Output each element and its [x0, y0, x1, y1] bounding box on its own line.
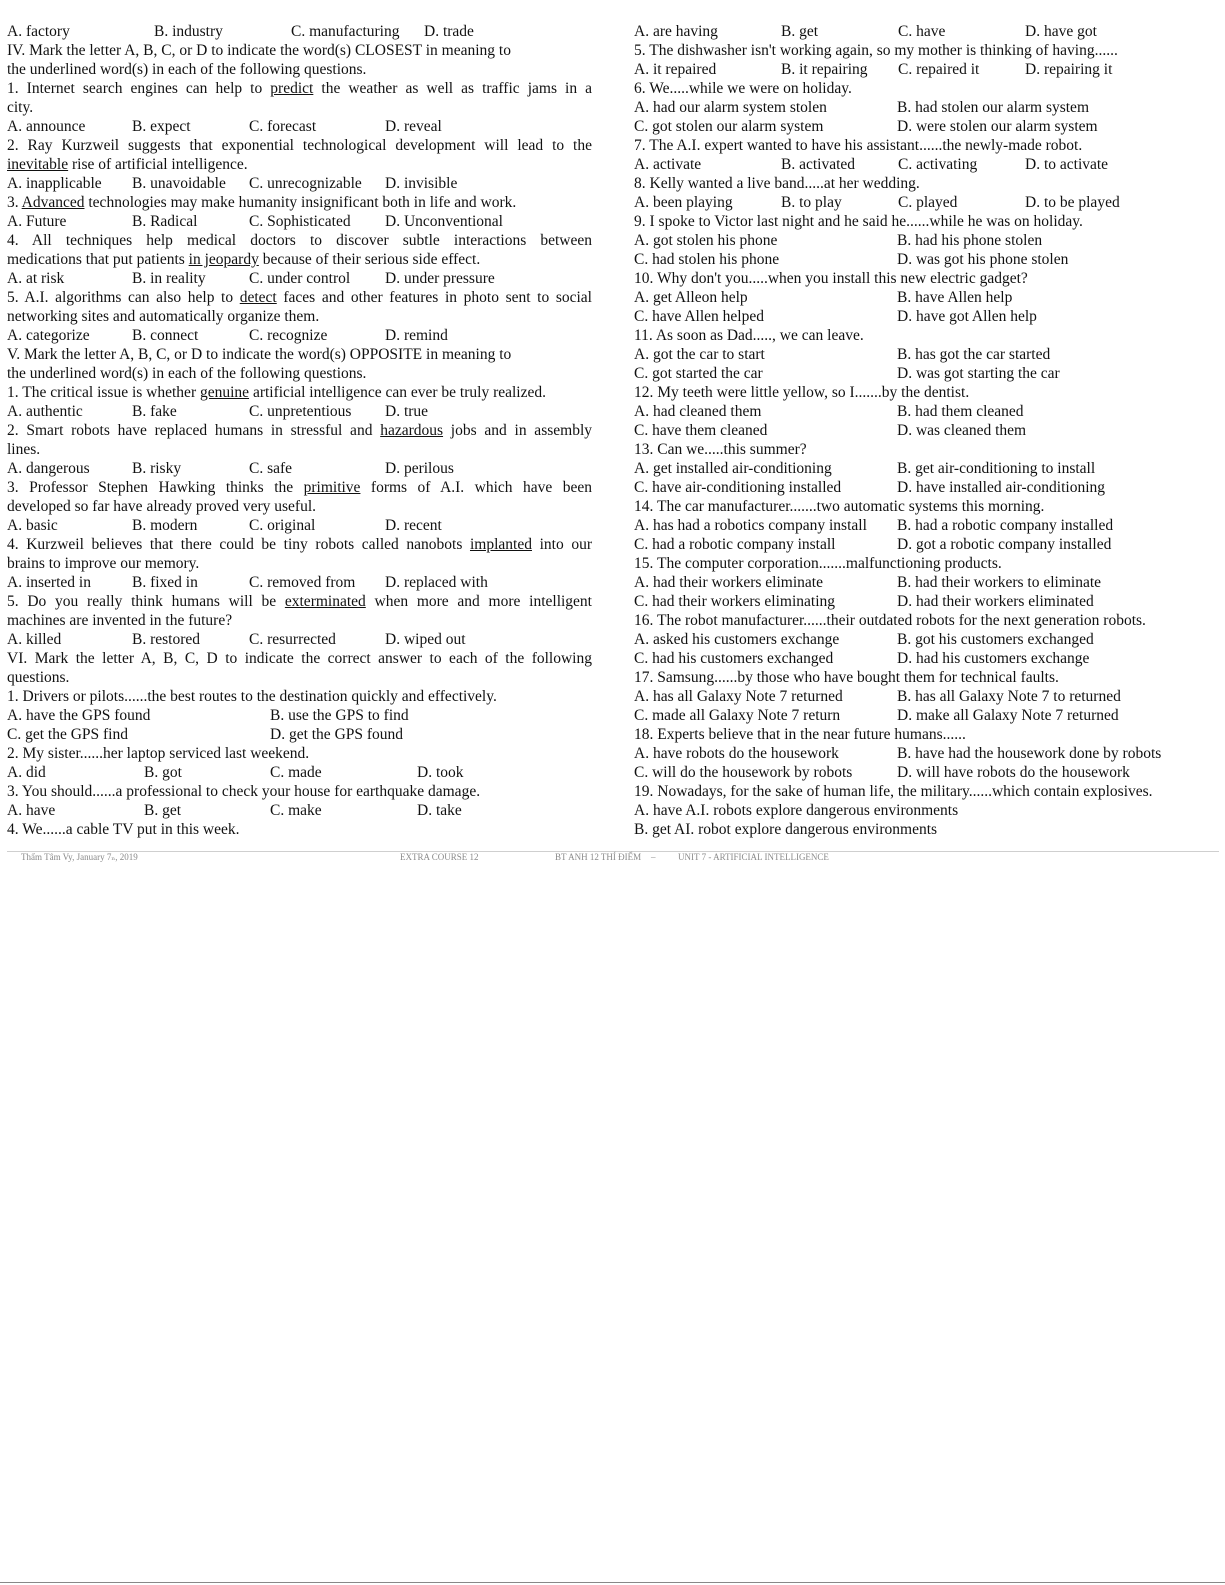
- answer-option: D. trade: [424, 23, 474, 40]
- footer-text: Thẩm Tâm Vy, January 7ₙ, 2019: [21, 852, 138, 862]
- line-text-after: into our: [531, 536, 592, 553]
- line-text: B. get AI. robot explore dangerous environments: [634, 821, 938, 838]
- answer-option: B. has all Galaxy Note 7 to returned: [897, 688, 1121, 705]
- answer-option: B. have had the housework done by robots: [897, 745, 1162, 762]
- footer-text: –: [651, 852, 656, 862]
- answer-option: C. make: [270, 802, 322, 819]
- answer-option: B. had his phone stolen: [897, 232, 1043, 249]
- answer-option: A. authentic: [7, 403, 83, 420]
- line-text: the underlined word(s) in each of the following questions.: [7, 61, 367, 78]
- text-line: [634, 212, 1219, 231]
- footer-text: BT ANH 12 THÍ ĐIỂM: [555, 852, 642, 862]
- line-text: 8. Kelly wanted a live band.....at her wedding.: [634, 175, 920, 192]
- line-text: 5. A.I. algorithms can also help to: [7, 289, 240, 306]
- answer-option: D. got a robotic company installed: [897, 536, 1112, 553]
- text-line: [7, 782, 592, 801]
- answer-option: B. risky: [132, 460, 182, 477]
- answer-option: B. use the GPS to find: [270, 707, 409, 724]
- answer-option: D. have got Allen help: [897, 308, 1037, 325]
- answer-option: C. had a robotic company install: [634, 536, 836, 553]
- line-text: 15. The computer corporation.......malfunctioning products.: [634, 555, 1002, 572]
- line-text: 3. You should......a professional to check your house for earthquake damage.: [7, 783, 481, 800]
- line-text: 4. All techniques help medical doctors to discover subtle interactions between: [7, 232, 592, 249]
- answer-options: [7, 22, 592, 41]
- answer-option: A. at risk: [7, 270, 65, 287]
- answer-option: B. get air-conditioning to install: [897, 460, 1096, 477]
- answer-option: B. in reality: [132, 270, 206, 287]
- answer-options: [634, 307, 1219, 326]
- text-line: [634, 136, 1219, 155]
- text-line: [634, 554, 1219, 573]
- text-line: [7, 41, 592, 60]
- answer-option: A. are having: [634, 23, 718, 40]
- answer-option: A. did: [7, 764, 46, 781]
- answer-option: B. it repairing: [781, 61, 868, 78]
- answer-option: C. resurrected: [249, 631, 336, 648]
- answer-option: C. manufacturing: [291, 23, 400, 40]
- answer-options: [7, 212, 592, 231]
- line-text: 5. The dishwasher isn't working again, so my mother is thinking of having......: [634, 42, 1118, 59]
- answer-option: A. have robots do the housework: [634, 745, 839, 762]
- answer-option: B. connect: [132, 327, 199, 344]
- line-text: 2. My sister......her laptop serviced last weekend.: [7, 745, 310, 762]
- text-line: [7, 554, 592, 573]
- line-text: networking sites and automatically organize them.: [7, 308, 320, 325]
- underlined-word: primitive: [303, 479, 361, 496]
- answer-option: B. had a robotic company installed: [897, 517, 1114, 534]
- line-text: the underlined word(s) in each of the following questions.: [7, 365, 367, 382]
- answer-options: [7, 706, 592, 725]
- answer-option: A. have the GPS found: [7, 707, 151, 724]
- text-line: [7, 307, 592, 326]
- answer-option: A. asked his customers exchange: [634, 631, 840, 648]
- answer-option: C. made: [270, 764, 322, 781]
- answer-option: C. repaired it: [898, 61, 980, 78]
- answer-option: C. got stolen our alarm system: [634, 118, 824, 135]
- text-line: [634, 174, 1219, 193]
- line-text: 10. Why don't you.....when you install this new electric gadget?: [634, 270, 1028, 287]
- answer-options: [634, 231, 1219, 250]
- answer-option: C. under control: [249, 270, 351, 287]
- text-line: [7, 649, 592, 668]
- answer-option: A. had their workers eliminate: [634, 574, 823, 591]
- answer-option: B. unavoidable: [132, 175, 226, 192]
- answer-option: B. has got the car started: [897, 346, 1051, 363]
- answer-option: B. modern: [132, 517, 198, 534]
- answer-option: B. fake: [132, 403, 177, 420]
- answer-option: A. got stolen his phone: [634, 232, 778, 249]
- answer-options: [7, 630, 592, 649]
- underlined-word: in jeopardy: [188, 251, 259, 268]
- answer-options: [634, 535, 1219, 554]
- underlined-word: detect: [239, 289, 277, 306]
- line-text: questions.: [7, 669, 70, 686]
- line-text: machines are invented in the future?: [7, 612, 233, 629]
- left-column: [7, 22, 592, 839]
- answer-options: [7, 117, 592, 136]
- text-line: [634, 668, 1219, 687]
- answer-option: A. has had a robotics company install: [634, 517, 867, 534]
- answer-options: [634, 630, 1219, 649]
- line-text: 3.: [7, 194, 22, 211]
- answer-option: D. was cleaned them: [897, 422, 1027, 439]
- line-text: A. have A.I. robots explore dangerous environments: [634, 802, 959, 819]
- text-line: [634, 820, 1219, 839]
- answer-option: A. killed: [7, 631, 62, 648]
- answer-options: [634, 478, 1219, 497]
- answer-options: [634, 193, 1219, 212]
- line-text: 9. I spoke to Victor last night and he said he......while he was on holiday.: [634, 213, 1083, 230]
- answer-option: A. activate: [634, 156, 702, 173]
- answer-option: D. have got: [1025, 23, 1097, 40]
- line-text: brains to improve our memory.: [7, 555, 200, 572]
- answer-options: [634, 155, 1219, 174]
- line-text: 11. As soon as Dad....., we can leave.: [634, 327, 864, 344]
- answer-option: C. recognize: [249, 327, 328, 344]
- answer-option: D. took: [417, 764, 464, 781]
- answer-option: D. was got his phone stolen: [897, 251, 1069, 268]
- line-text: 6. We.....while we were on holiday.: [634, 80, 852, 97]
- answer-options: [7, 763, 592, 782]
- answer-option: C. unpretentious: [249, 403, 352, 420]
- text-line: [7, 79, 592, 98]
- line-text: city.: [7, 99, 34, 116]
- answer-option: D. replaced with: [385, 574, 488, 591]
- line-text: 14. The car manufacturer.......two automatic systems this morning.: [634, 498, 1045, 515]
- text-line: [7, 193, 592, 212]
- answer-option: D. recent: [385, 517, 442, 534]
- answer-options: [7, 516, 592, 535]
- line-text: 17. Samsung......by those who have bought them for technical faults.: [634, 669, 1059, 686]
- text-line: [7, 288, 592, 307]
- line-text-after: forms of A.I. which have been: [360, 479, 592, 496]
- line-text: 3. Professor Stephen Hawking thinks the: [7, 479, 304, 496]
- answer-option: D. true: [385, 403, 429, 420]
- answer-option: D. will have robots do the housework: [897, 764, 1130, 781]
- line-text: VI. Mark the letter A, B, C, D to indicate the correct answer to each of the following: [7, 650, 592, 667]
- answer-option: D. perilous: [385, 460, 454, 477]
- answer-option: C. made all Galaxy Note 7 return: [634, 707, 841, 724]
- answer-option: D. invisible: [385, 175, 458, 192]
- line-text: 1. Internet search engines can help to: [7, 80, 271, 97]
- underlined-word: predict: [270, 80, 314, 97]
- footer-text: EXTRA COURSE 12: [400, 852, 479, 862]
- text-line: [7, 497, 592, 516]
- answer-option: A. get installed air-conditioning: [634, 460, 832, 477]
- answer-option: D. remind: [385, 327, 448, 344]
- line-text: 13. Can we.....this summer?: [634, 441, 807, 458]
- answer-options: [7, 725, 592, 744]
- answer-option: B. get: [781, 23, 819, 40]
- line-text: 1. The critical issue is whether: [7, 384, 200, 401]
- underlined-word: inevitable: [7, 156, 69, 173]
- text-line: [7, 440, 592, 459]
- answer-option: A. inapplicable: [7, 175, 102, 192]
- answer-option: A. get Alleon help: [634, 289, 748, 306]
- answer-option: D. Unconventional: [385, 213, 503, 230]
- answer-option: C. had stolen his phone: [634, 251, 780, 268]
- answer-options: [634, 60, 1219, 79]
- text-line: [634, 782, 1219, 801]
- line-text: 2. Ray Kurzweil suggests that exponential technological development will lead to the: [7, 137, 592, 154]
- answer-option: C. have air-conditioning installed: [634, 479, 842, 496]
- line-text-after: technologies may make humanity insignificant both in life and work.: [84, 194, 517, 211]
- line-text-after: the weather as well as traffic jams in a: [313, 80, 592, 97]
- answer-option: D. take: [417, 802, 462, 819]
- answer-option: C. forecast: [249, 118, 317, 135]
- answer-options: [634, 421, 1219, 440]
- answer-option: B. have Allen help: [897, 289, 1013, 306]
- answer-option: B. got his customers exchanged: [897, 631, 1094, 648]
- line-text: 12. My teeth were little yellow, so I.......by the dentist.: [634, 384, 970, 401]
- answer-option: A. got the car to start: [634, 346, 765, 363]
- text-line: [634, 440, 1219, 459]
- answer-option: D. reveal: [385, 118, 442, 135]
- answer-option: C. have Allen helped: [634, 308, 764, 325]
- text-line: [634, 497, 1219, 516]
- answer-options: [634, 117, 1219, 136]
- text-line: [7, 364, 592, 383]
- answer-options: [634, 706, 1219, 725]
- answer-option: D. to be played: [1025, 194, 1120, 211]
- answer-option: B. got: [144, 764, 182, 781]
- text-line: [7, 98, 592, 117]
- text-line: [7, 668, 592, 687]
- underlined-word: exterminated: [284, 593, 366, 610]
- answer-option: A. announce: [7, 118, 86, 135]
- answer-option: C. unrecognizable: [249, 175, 362, 192]
- answer-option: D. make all Galaxy Note 7 returned: [897, 707, 1119, 724]
- answer-option: C. get the GPS find: [7, 726, 128, 743]
- answer-option: B. had stolen our alarm system: [897, 99, 1089, 116]
- answer-option: B. to play: [781, 194, 842, 211]
- text-line: [634, 326, 1219, 345]
- answer-option: D. repairing it: [1025, 61, 1113, 78]
- answer-option: A. Future: [7, 213, 67, 230]
- line-text: 1. Drivers or pilots......the best routes to the destination quickly and effectively.: [7, 688, 497, 705]
- answer-option: D. have installed air-conditioning: [897, 479, 1106, 496]
- answer-option: D. had his customers exchange: [897, 650, 1090, 667]
- page-bottom-rule: [0, 1582, 1225, 1583]
- answer-options: [7, 326, 592, 345]
- text-line: [634, 41, 1219, 60]
- answer-options: [7, 459, 592, 478]
- line-text: 2. Smart robots have replaced humans in stressful and: [7, 422, 381, 439]
- answer-options: [7, 402, 592, 421]
- answer-options: [7, 801, 592, 820]
- text-line: [7, 478, 592, 497]
- underlined-word: hazardous: [380, 422, 444, 439]
- line-text: 5. Do you really think humans will be: [7, 593, 285, 610]
- answer-option: C. activating: [898, 156, 978, 173]
- answer-option: D. had their workers eliminated: [897, 593, 1094, 610]
- answer-options: [634, 22, 1219, 41]
- text-line: [634, 725, 1219, 744]
- text-line: [7, 250, 592, 269]
- answer-option: A. has all Galaxy Note 7 returned: [634, 688, 843, 705]
- line-text: 19. Nowadays, for the sake of human life, the military......which contain explosives.: [634, 783, 1153, 800]
- answer-options: [634, 288, 1219, 307]
- text-line: [7, 231, 592, 250]
- answer-options: [634, 744, 1219, 763]
- underlined-word: Advanced: [21, 194, 85, 211]
- text-line: [7, 592, 592, 611]
- text-line: [7, 136, 592, 155]
- answer-options: [634, 592, 1219, 611]
- footer-text: UNIT 7 - ARTIFICIAL INTELLIGENCE: [678, 852, 829, 862]
- line-text: 18. Experts believe that in the near future humans......: [634, 726, 966, 743]
- answer-option: C. had his customers exchanged: [634, 650, 834, 667]
- text-line: [7, 687, 592, 706]
- answer-options: [634, 573, 1219, 592]
- answer-option: A. had our alarm system stolen: [634, 99, 827, 116]
- text-line: [7, 155, 592, 174]
- line-text: 4. Kurzweil believes that there could be tiny robots called nanobots: [7, 536, 470, 553]
- text-line: [7, 60, 592, 79]
- answer-option: B. get: [144, 802, 182, 819]
- line-text-after: faces and other features in photo sent to social: [276, 289, 592, 306]
- text-line: [634, 79, 1219, 98]
- text-line: [634, 383, 1219, 402]
- answer-option: B. Radical: [132, 213, 198, 230]
- answer-option: D. was got starting the car: [897, 365, 1060, 382]
- line-text: 4. We......a cable TV put in this week.: [7, 821, 240, 838]
- answer-option: A. factory: [7, 23, 70, 40]
- answer-option: C. had their workers eliminating: [634, 593, 836, 610]
- answer-options: [634, 98, 1219, 117]
- line-text: medications that put patients: [7, 251, 189, 268]
- answer-option: C. Sophisticated: [249, 213, 351, 230]
- text-line: [7, 744, 592, 763]
- answer-option: A. had cleaned them: [634, 403, 762, 420]
- underlined-word: genuine: [199, 384, 250, 401]
- answer-option: D. were stolen our alarm system: [897, 118, 1098, 135]
- right-column: [634, 22, 1219, 839]
- answer-options: [634, 459, 1219, 478]
- answer-options: [634, 364, 1219, 383]
- text-line: [7, 383, 592, 402]
- line-text: V. Mark the letter A, B, C, or D to indicate the word(s) OPPOSITE in meaning to: [7, 346, 512, 363]
- answer-option: C. played: [898, 194, 958, 211]
- answer-option: B. industry: [154, 23, 223, 40]
- answer-options: [634, 345, 1219, 364]
- answer-option: C. have: [898, 23, 946, 40]
- answer-option: A. been playing: [634, 194, 733, 211]
- text-line: [634, 269, 1219, 288]
- line-text-after: rise of artificial intelligence.: [68, 156, 248, 173]
- line-text: 16. The robot manufacturer......their outdated robots for the next generation robots.: [634, 612, 1146, 629]
- text-line: [7, 611, 592, 630]
- answer-option: D. wiped out: [385, 631, 466, 648]
- line-text: lines.: [7, 441, 41, 458]
- answer-option: B. had them cleaned: [897, 403, 1024, 420]
- answer-option: D. under pressure: [385, 270, 495, 287]
- answer-option: B. expect: [132, 118, 191, 135]
- answer-options: [634, 250, 1219, 269]
- answer-options: [7, 174, 592, 193]
- answer-option: C. safe: [249, 460, 293, 477]
- answer-option: B. restored: [132, 631, 201, 648]
- text-line: [7, 535, 592, 554]
- line-text-after: artificial intelligence can ever be truly realized.: [249, 384, 546, 401]
- answer-option: C. have them cleaned: [634, 422, 768, 439]
- answer-option: B. had their workers to eliminate: [897, 574, 1102, 591]
- answer-options: [634, 402, 1219, 421]
- text-line: [634, 611, 1219, 630]
- answer-option: B. fixed in: [132, 574, 198, 591]
- answer-option: C. will do the housework by robots: [634, 764, 853, 781]
- answer-option: A. categorize: [7, 327, 90, 344]
- answer-option: D. get the GPS found: [270, 726, 404, 743]
- text-line: [7, 421, 592, 440]
- line-text-after: because of their serious side effect.: [258, 251, 481, 268]
- line-text: developed so far have already proved very useful.: [7, 498, 317, 515]
- answer-option: A. basic: [7, 517, 58, 534]
- answer-option: A. inserted in: [7, 574, 91, 591]
- answer-option: B. activated: [781, 156, 856, 173]
- answer-options: [634, 763, 1219, 782]
- answer-option: A. dangerous: [7, 460, 90, 477]
- answer-option: C. removed from: [249, 574, 356, 591]
- answer-option: A. it repaired: [634, 61, 717, 78]
- line-text: 7. The A.I. expert wanted to have his assistant......the newly-made robot.: [634, 137, 1083, 154]
- answer-option: C. original: [249, 517, 316, 534]
- underlined-word: implanted: [469, 536, 532, 553]
- answer-option: C. got started the car: [634, 365, 763, 382]
- line-text: IV. Mark the letter A, B, C, or D to indicate the word(s) CLOSEST in meaning to: [7, 42, 511, 59]
- text-line: [634, 801, 1219, 820]
- answer-options: [7, 269, 592, 288]
- line-text-after: jobs and in assembly: [443, 422, 592, 439]
- answer-option: D. to activate: [1025, 156, 1109, 173]
- answer-options: [634, 516, 1219, 535]
- text-line: [7, 820, 592, 839]
- line-text-after: when more and more intelligent: [365, 593, 592, 610]
- answer-options: [7, 573, 592, 592]
- text-line: [7, 345, 592, 364]
- answer-options: [634, 687, 1219, 706]
- answer-options: [634, 649, 1219, 668]
- answer-option: A. have: [7, 802, 56, 819]
